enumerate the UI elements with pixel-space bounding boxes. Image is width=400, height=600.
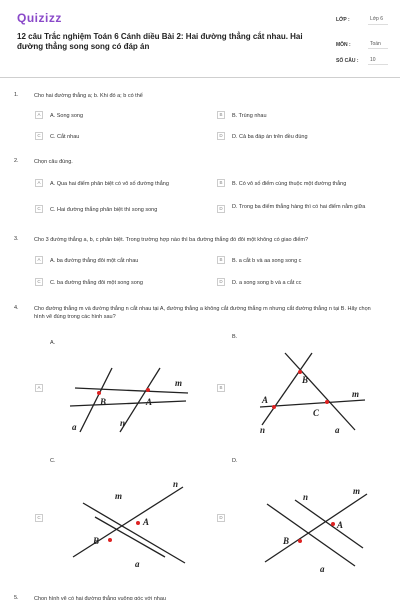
option-letter: D [217, 132, 225, 140]
option-text: B. Có vô số điểm cùng thuộc một đường thẳng [232, 181, 347, 187]
figure-a-label: A. [50, 340, 56, 346]
option-letter: A [35, 256, 43, 264]
option-letter: C [35, 278, 43, 286]
figure-b [240, 345, 380, 440]
label-n: n [260, 425, 266, 435]
option-letter: C [35, 205, 43, 213]
subject-value: Toán [368, 40, 388, 49]
question-text: Chọn câu đúng. [34, 159, 73, 165]
point-a [331, 522, 335, 526]
option-text: C. Hai đường thẳng phân biệt thì song song [50, 207, 158, 213]
question-number: 1. [14, 92, 19, 98]
label-m: m [175, 378, 183, 388]
point-a [146, 388, 150, 392]
figure-d-label: D. [232, 458, 238, 464]
question-number: 3. [14, 236, 19, 242]
figure-c [65, 475, 195, 575]
point-c [325, 400, 329, 404]
question-text: Cho 3 đường thẳng a, b, c phân biệt. Trong trường hợp nào thì ba đường thẳng đó đôi một không có giao điểm? [34, 237, 309, 243]
option-text: B. Trùng nhau [232, 113, 267, 119]
option-text: A. Qua hai điểm phân biệt có vô số đường thẳng [50, 181, 169, 187]
label-b: B [283, 536, 290, 546]
question-number: 4. [14, 305, 19, 311]
label-n: n [120, 418, 126, 428]
option-text: D. a song song b và a cắt cc [232, 280, 302, 286]
label-a: A [143, 517, 150, 527]
count-label: SỐ CÂU : [336, 58, 359, 64]
label-m: m [352, 389, 360, 399]
option-text: D. Trong ba điểm thẳng hàng thì có hai điểm nằm giữa [232, 204, 366, 210]
option-text: C. Cắt nhau [50, 134, 80, 140]
point-a [136, 521, 140, 525]
label-a-line: a [320, 564, 325, 574]
option-letter: B [217, 256, 225, 264]
point-a [272, 405, 276, 409]
worksheet-title: 12 câu Trắc nghiệm Toán 6 Cánh diều Bài 2: Hai đường thẳng cắt nhau. Hai đường thẳng song song có đáp án [17, 32, 303, 51]
option-letter: A [35, 111, 43, 119]
option-letter: C [35, 514, 43, 522]
label-m: m [115, 491, 123, 501]
option-letter: B [217, 111, 225, 119]
label-a-line: a [135, 559, 140, 569]
option-letter: A [35, 384, 43, 392]
label-a: A [337, 520, 344, 530]
figure-c-label: C. [50, 458, 56, 464]
option-letter: A [35, 179, 43, 187]
figure-d [255, 482, 375, 577]
point-b [97, 391, 101, 395]
question-number: 5. [14, 595, 19, 600]
point-b [298, 370, 302, 374]
option-text: A. Song song [50, 113, 84, 119]
label-c: C [313, 408, 320, 418]
class-value: Lớp 6 [368, 15, 388, 25]
option-text: D. Cả ba đáp án trên đều đúng [232, 134, 308, 140]
label-b: B [100, 397, 107, 407]
figure-a [60, 350, 200, 440]
label-n: n [173, 479, 179, 489]
label-b: B [302, 375, 309, 385]
label-a-line: a [72, 422, 77, 432]
worksheet-header [0, 0, 400, 78]
figure-b-label: B. [232, 334, 238, 340]
question-number: 2. [14, 158, 19, 164]
option-letter: D [217, 514, 225, 522]
question-text: Chọn hình vẽ có hai đường thẳng vuông góc với nhau [34, 596, 166, 600]
option-letter: B [217, 384, 225, 392]
option-letter: C [35, 132, 43, 140]
label-a-line: a [335, 425, 340, 435]
class-label: LỚP : [336, 17, 350, 23]
label-n: n [303, 492, 309, 502]
option-letter: B [217, 179, 225, 187]
point-b [108, 538, 112, 542]
question-text: Cho hai đường thẳng a; b. Khi đó a; b có thể [34, 93, 143, 99]
option-text: A. ba đường thẳng đôi một cắt nhau [50, 258, 139, 264]
option-letter: D [217, 278, 225, 286]
label-b: B [93, 536, 100, 546]
point-b [298, 539, 302, 543]
label-a: A [146, 397, 153, 407]
question-text: Cho đường thẳng m và đường thẳng n cắt nhau tại A, đường thẳng a không cắt đường thẳng m nhưng cắt đường thẳng n tại B. Hãy chọn hình vẽ đúng trong các hình sau? [34, 306, 371, 320]
option-letter: D [217, 205, 225, 213]
option-text: B. a cắt b và aa song song c [232, 258, 302, 264]
label-m: m [353, 486, 361, 496]
quizizz-logo: Quizizz [17, 11, 62, 25]
count-value: 10 [368, 56, 388, 65]
option-text: C. ba đường thẳng đôi một song song [50, 280, 143, 286]
label-a: A [262, 395, 269, 405]
subject-label: MÔN : [336, 42, 351, 48]
